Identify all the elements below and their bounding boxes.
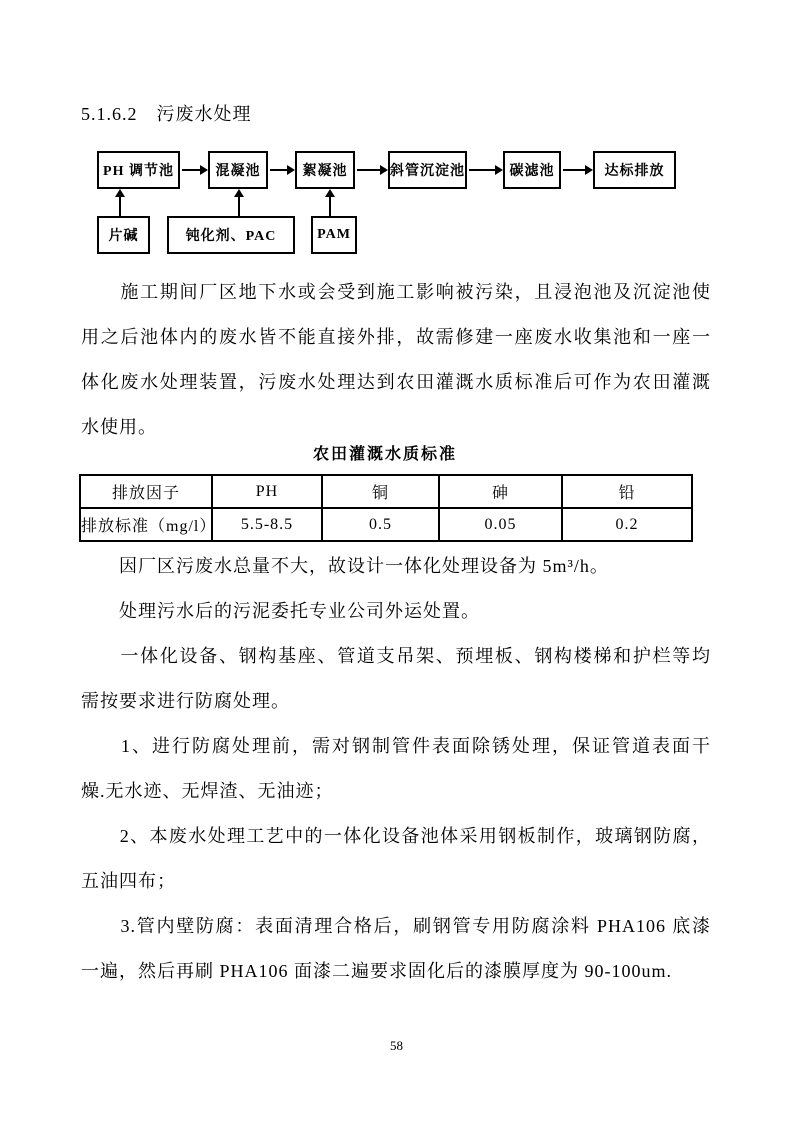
table-cell: 5.5-8.5 xyxy=(212,508,322,541)
paragraph-line: 3.管内壁防腐：表面清理合格后，刷钢管专用防腐涂料 PHA106 底漆 xyxy=(81,916,711,936)
flow-box-caustic-soda-flakes: 片碱 xyxy=(97,216,150,254)
paragraph-line: 因厂区污废水总量不大，故设计一体化处理设备为 5m³/h。 xyxy=(81,556,609,576)
table-header-row xyxy=(80,475,692,508)
arrow-right-icon xyxy=(270,169,287,171)
paragraph-line: 施工期间厂区地下水或会受到施工影响被污染，且浸泡池及沉淀池使 xyxy=(81,282,711,302)
section-heading: 5.1.6.2 污废水处理 xyxy=(81,104,252,124)
table-row xyxy=(80,508,692,541)
table-header-cell: 排放因子 xyxy=(80,475,212,508)
flow-box-coagulation-tank: 混凝池 xyxy=(208,151,268,189)
irrigation-water-standard-table xyxy=(79,474,693,542)
paragraph-line: 水使用。 xyxy=(81,417,157,437)
paragraph-line: 一体化设备、钢构基座、管道支吊架、预埋板、钢构楼梯和护栏等均 xyxy=(81,646,711,666)
paragraph-line: 处理污水后的污泥委托专业公司外运处置。 xyxy=(81,601,480,621)
paragraph-line: 用之后池体内的废水皆不能直接外排，故需修建一座废水收集池和一座一 xyxy=(81,327,711,347)
page-number: 58 xyxy=(390,1038,403,1053)
paragraph-line: 需按要求进行防腐处理。 xyxy=(81,691,290,711)
table-header-cell: 铅 xyxy=(562,475,692,508)
flow-box-inclined-tube-sedimentation-tank: 斜管沉淀池 xyxy=(388,151,467,189)
arrow-up-icon xyxy=(119,197,121,216)
arrow-right-icon xyxy=(182,169,200,171)
paragraph-line: 五油四布； xyxy=(81,871,176,891)
table-cell: 0.05 xyxy=(439,508,562,541)
flow-box-flocculation-tank: 絮凝池 xyxy=(295,151,355,189)
paragraph-line: 1、进行防腐处理前，需对钢制管件表面除锈处理，保证管道表面干 xyxy=(81,736,711,756)
paragraph-line: 一遍，然后再刷 PHA106 面漆二遍要求固化后的漆膜厚度为 90-100um. xyxy=(81,961,673,981)
paragraph-line: 体化废水处理装置，污废水处理达到农田灌溉水质标准后可作为农田灌溉 xyxy=(81,372,711,392)
table-cell: 排放标准（mg/l） xyxy=(80,508,212,541)
arrow-up-icon xyxy=(238,197,240,216)
table-header-cell: 铜 xyxy=(322,475,439,508)
table-cell: 0.5 xyxy=(322,508,439,541)
paragraph-line: 2、本废水处理工艺中的一体化设备池体采用钢板制作，玻璃钢防腐， xyxy=(81,826,711,846)
arrow-up-icon xyxy=(329,197,331,216)
arrow-right-icon xyxy=(469,169,495,171)
table-caption: 农田灌溉水质标准 xyxy=(312,446,457,463)
table-cell: 0.2 xyxy=(562,508,692,541)
table-header-cell: PH xyxy=(212,475,322,508)
flow-box-carbon-filter-tank: 碳滤池 xyxy=(503,151,561,189)
flow-box-pam: PAM xyxy=(311,216,357,254)
arrow-right-icon xyxy=(563,169,585,171)
flow-box-discharge-standard: 达标排放 xyxy=(593,151,676,189)
flow-box-ph-adjust-tank: PH 调节池 xyxy=(97,151,180,189)
arrow-right-icon xyxy=(357,169,380,171)
table-header-cell: 砷 xyxy=(439,475,562,508)
paragraph-line: 燥.无水迹、无焊渣、无油迹； xyxy=(81,781,334,801)
flow-box-passivator-pac: 钝化剂、PAC xyxy=(167,216,295,254)
